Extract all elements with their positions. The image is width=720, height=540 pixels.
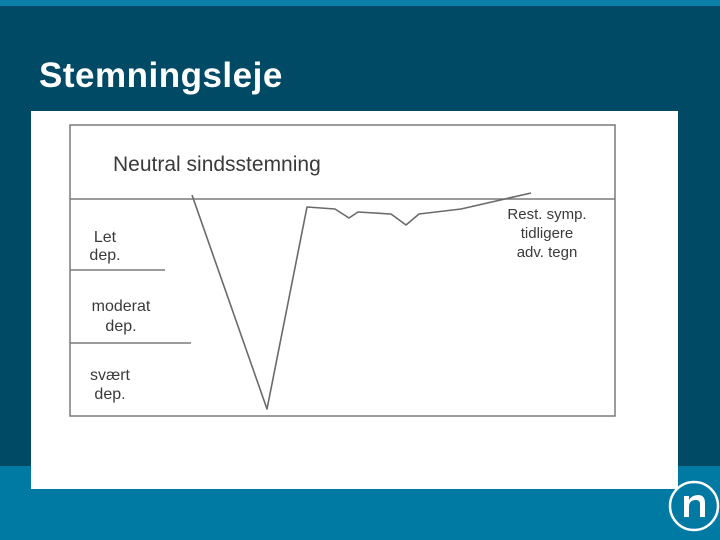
- top-accent-strip: [0, 0, 720, 6]
- annotation-line1: Rest. symp.: [507, 206, 587, 223]
- mood-diagram-panel: [31, 111, 678, 489]
- zone-moderate-line2: dep.: [105, 318, 137, 335]
- annotation-line2: tidligere: [520, 225, 574, 242]
- slide-title: Stemningsleje: [39, 56, 283, 95]
- annotation-line3: adv. tegn: [516, 244, 578, 261]
- diagram-heading: Neutral sindsstemning: [113, 153, 321, 176]
- zone-mild-line2: dep.: [89, 247, 121, 264]
- mood-diagram: [31, 111, 678, 489]
- zone-severe-line2: dep.: [94, 386, 126, 403]
- zone-severe-line1: svært: [90, 367, 130, 384]
- zone-mild-line1: Let: [93, 229, 117, 246]
- mood-trajectory-line: [192, 193, 531, 409]
- zone-moderate-line1: moderat: [91, 298, 151, 315]
- n-logo-icon: [667, 479, 720, 533]
